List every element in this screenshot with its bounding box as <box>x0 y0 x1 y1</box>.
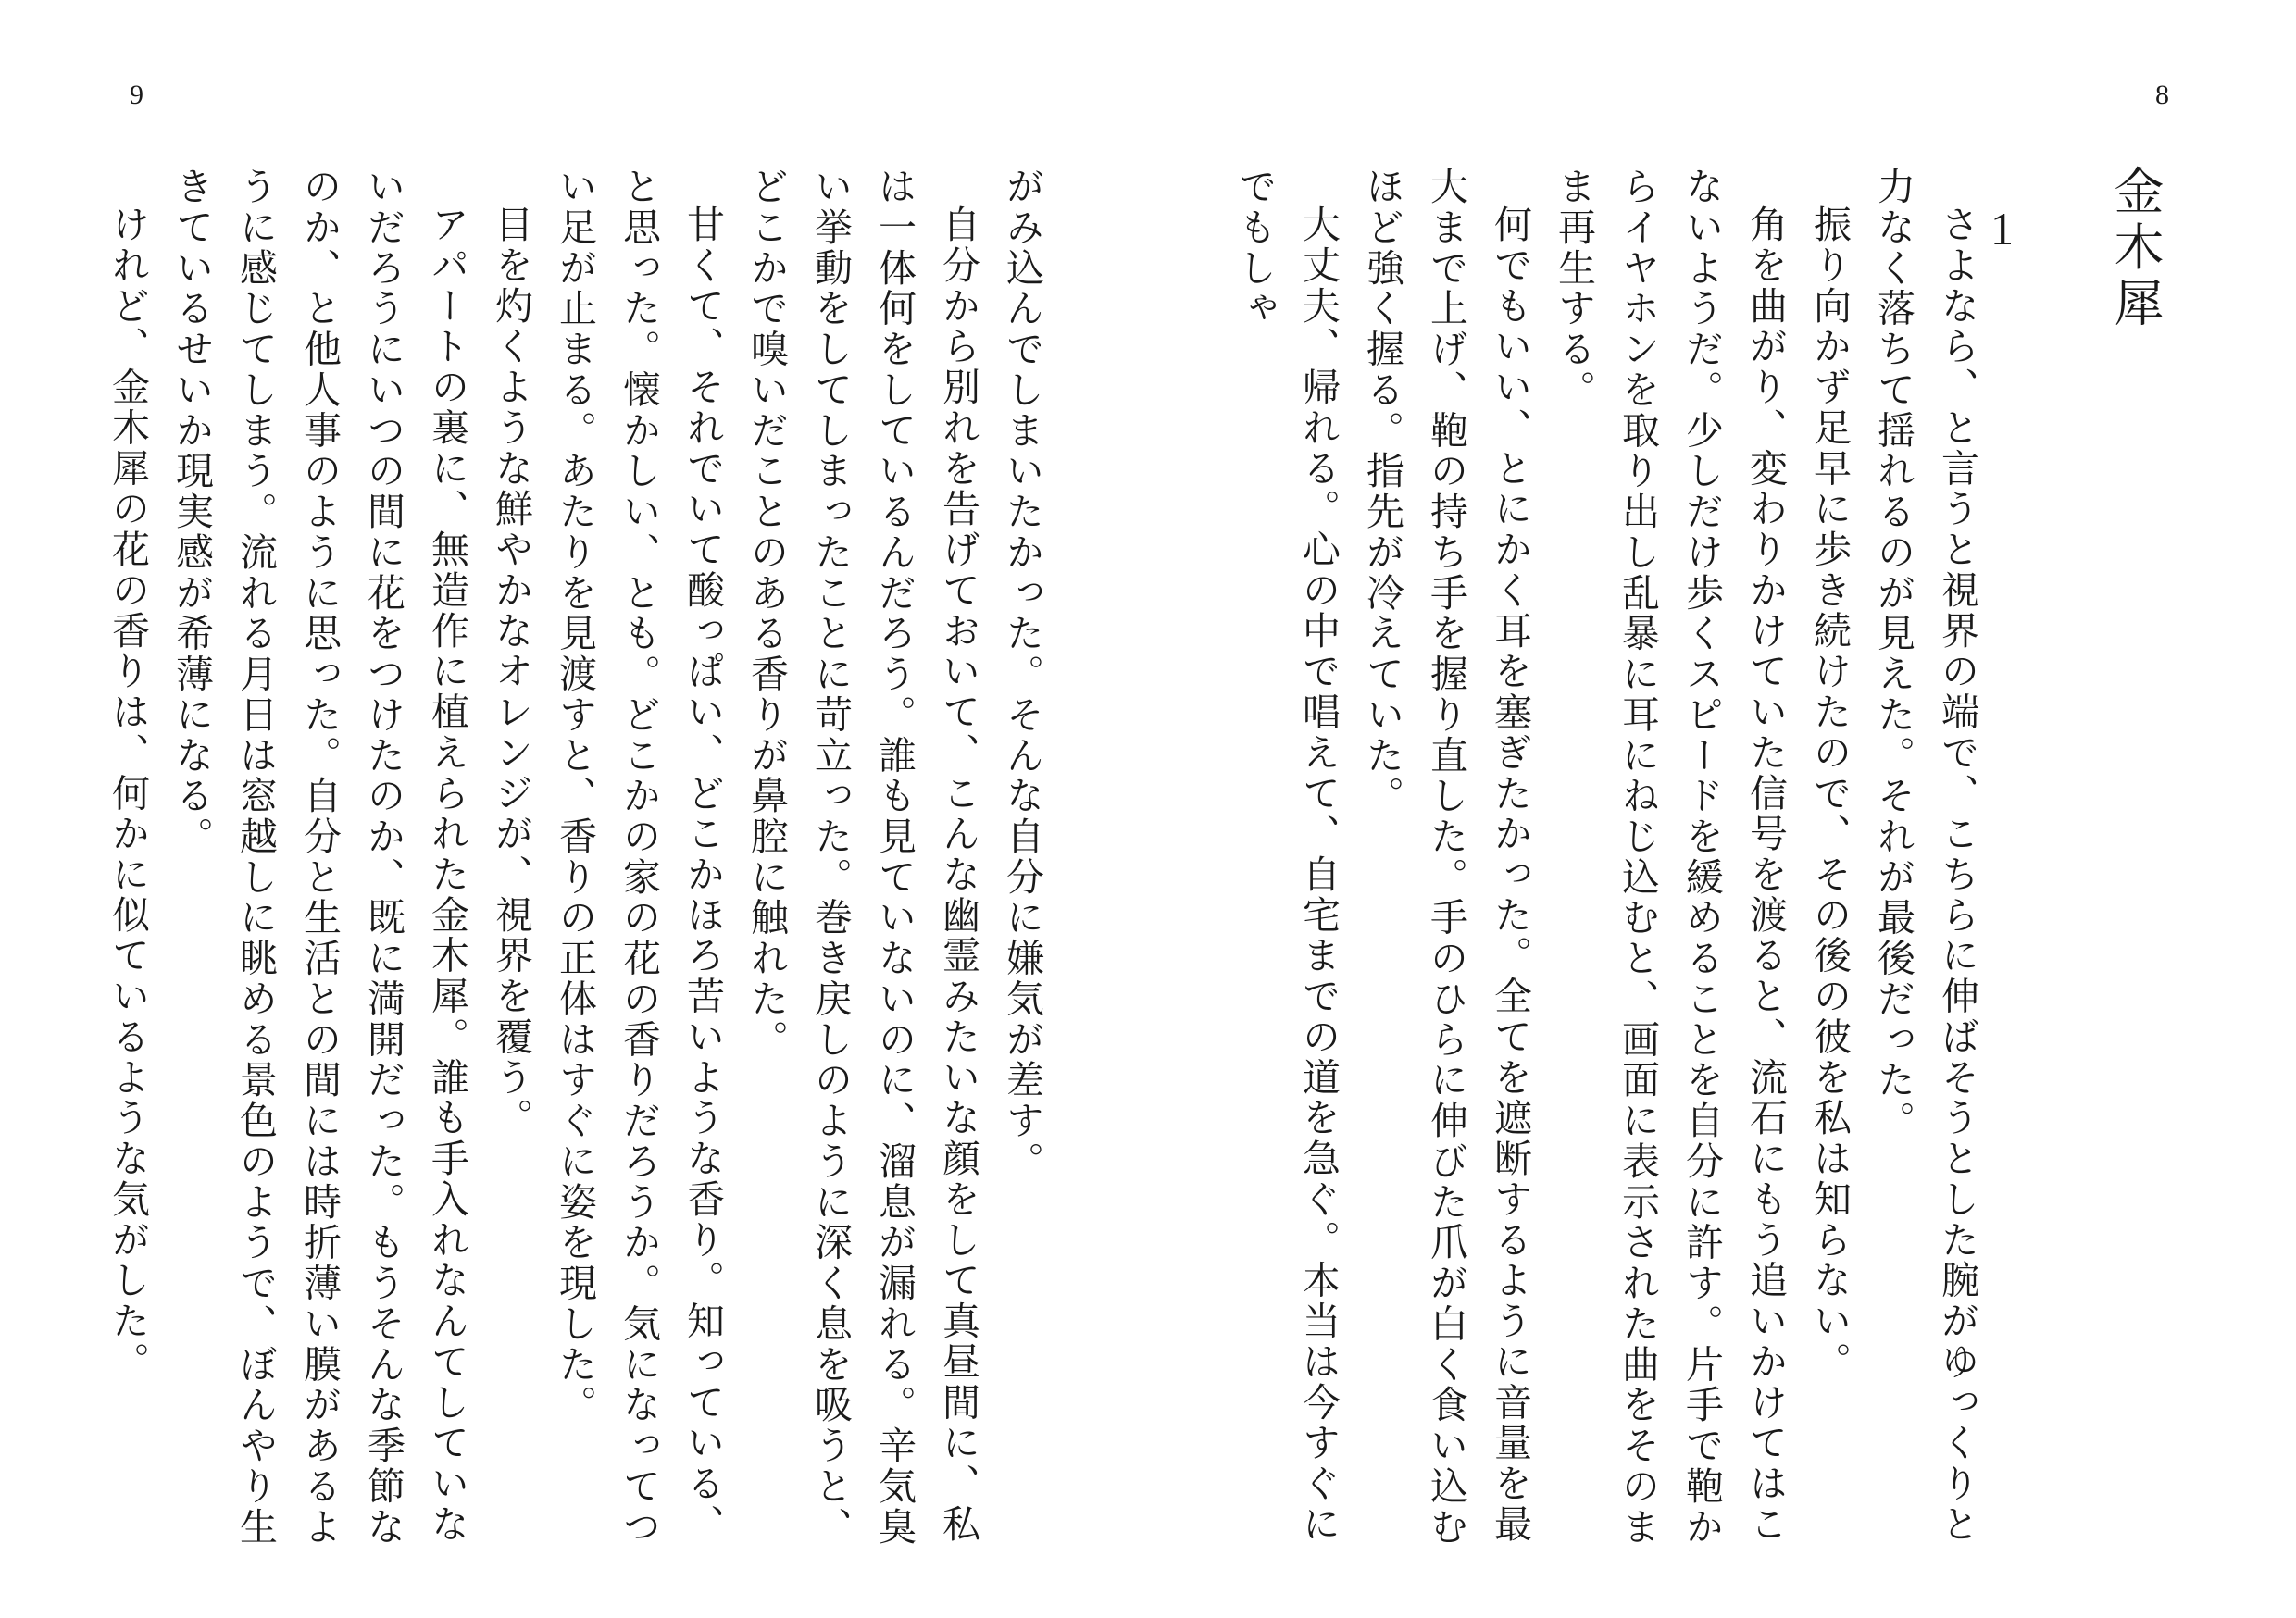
paragraph: 大丈夫、帰れる。心の中で唱えて、自宅までの道を急ぐ。本当は今すぐにでもしゃ <box>1232 167 1341 1545</box>
paragraph: 自分から別れを告げておいて、こんな幽霊みたいな顔をして真昼間に、私は一体何をしているんだろう。誰も見ていないのに、溜息が漏れる。辛気臭い挙動をしてしまったことに苛立った。巻き戻しのように深く息を吸うと、どこかで嗅いだことのある香りが鼻腔に触れた。 <box>744 167 980 1548</box>
page-number-right: 8 <box>2155 80 2169 110</box>
paragraph: 目を灼くような鮮やかなオレンジが、視界を覆う。 <box>489 205 533 1139</box>
paragraph: アパートの裏に、無造作に植えられた金木犀。誰も手入れなんてしていないだろうにいつの間に花をつけたのか、既に満開だった。もうそんな季節なのか、と他人事のように思った。自分と生活との間には時折薄い膜があるように感じてしまう。流れる月日は窓越しに眺める景色のようで、ぼんやり生きているせいか現実感が希薄になる。 <box>169 167 469 1548</box>
right-page-body <box>1232 167 1989 1555</box>
paragraph: さよなら、と言うと視界の端で、こちらに伸ばそうとした腕がゆっくりと力なく落ちて揺れるのが見えた。それが最後だった。 <box>1871 167 1979 1545</box>
chapter-title: 金木犀 <box>2106 165 2165 333</box>
paragraph: 角を曲がり、変わりかけていた信号を渡ると、流石にもう追いかけてはこないようだ。少しだけ歩くスピードを緩めることを自分に許す。片手で鞄からイヤホンを取り出し乱暴に耳にねじ込むと、画面に表示された曲をそのまま再生する。 <box>1552 167 1788 1548</box>
paragraph: けれど、金木犀の花の香りは、何かに似ているような気がした。 <box>106 205 150 1383</box>
paragraph: がみ込んでしまいたかった。そんな自分に嫌気が差す。 <box>1000 167 1044 1182</box>
left-page-body <box>106 167 1054 1555</box>
paragraph: 何でもいい、とにかく耳を塞ぎたかった。全てを遮断するように音量を最大まで上げ、鞄の持ち手を握り直した。手のひらに伸びた爪が白く食い込むほど強く握る。指先が冷えていた。 <box>1360 167 1532 1548</box>
chapter-number: 1 <box>1990 203 2014 255</box>
paragraph: 甘くて、それでいて酸っぱい、どこかほろ苦いような香り。知っている、と思った。懐かしい、とも。どこかの家の花の香りだろうか。気になってつい足が止まる。あたりを見渡すと、香りの正体はすぐに姿を現した。 <box>553 167 725 1548</box>
page-number-left: 9 <box>130 80 144 110</box>
paragraph: 振り向かず足早に歩き続けたので、その後の彼を私は知らない。 <box>1807 205 1852 1383</box>
